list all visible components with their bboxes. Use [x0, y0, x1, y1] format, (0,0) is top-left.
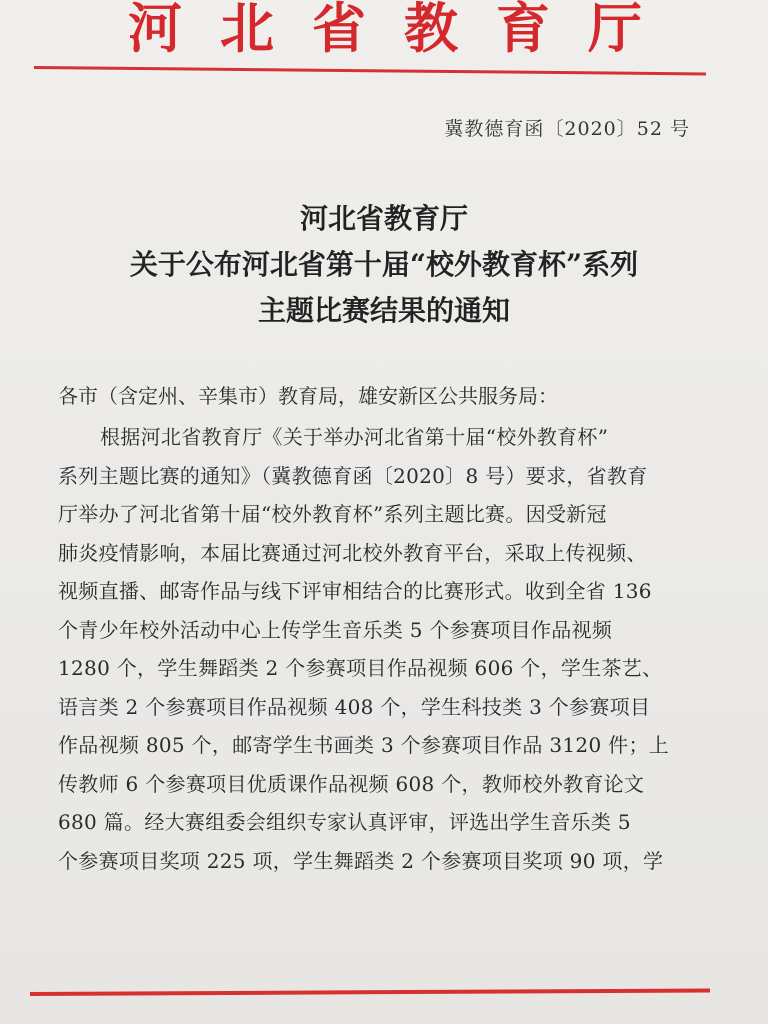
document-number: 冀教德育函〔2020〕52 号 — [444, 118, 690, 140]
title-line-3: 主题比赛结果的通知 — [257, 294, 510, 327]
body-line: 作品视频 805 个，邮寄学生书画类 3 个参赛项目作品 3120 件；上 — [58, 733, 670, 757]
title-line-2: 关于公布河北省第十届“校外教育杯”系列 — [129, 248, 639, 281]
body-line: 传教师 6 个参赛项目优质课作品视频 608 个，教师校外教育论文 — [58, 771, 645, 796]
letterhead-divider — [34, 66, 706, 75]
body-line: 个参赛项目奖项 225 项，学生舞蹈类 2 个参赛项目奖项 90 项，学 — [58, 848, 664, 873]
body-line: 肺炎疫情影响，本届比赛通过河北校外教育平台，采取上传视频、 — [58, 540, 647, 565]
footer-divider — [30, 988, 710, 996]
salutation: 各市（含定州、辛集市）教育局，雄安新区公共服务局： — [58, 384, 558, 408]
body-line: 厅举办了河北省第十届“校外教育杯”系列主题比赛。因受新冠 — [58, 502, 607, 526]
body-paragraph — [58, 418, 718, 880]
letterhead-title: 河北省教育厅 — [128, 0, 680, 60]
body-line: 1280 个，学生舞蹈类 2 个参赛项目作品视频 606 个，学生茶艺、 — [58, 656, 663, 680]
body-line: 系列主题比赛的通知》（冀教德育函〔2020〕8 号）要求，省教育 — [58, 463, 648, 488]
body-line: 根据河北省教育厅《关于举办河北省第十届“校外教育杯” — [100, 425, 609, 449]
body-line: 语言类 2 个参赛项目作品视频 408 个，学生科技类 3 个参赛项目 — [58, 694, 651, 719]
title-line-1: 河北省教育厅 — [299, 202, 468, 235]
body-line: 视频直播、邮寄作品与线下评审相结合的比赛形式。收到全省 136 — [58, 579, 652, 603]
body-line: 个青少年校外活动中心上传学生音乐类 5 个参赛项目作品视频 — [58, 617, 613, 642]
body-line: 680 篇。经大赛组委会组织专家认真评审，评选出学生音乐类 5 — [58, 810, 631, 834]
document-title — [0, 196, 768, 334]
